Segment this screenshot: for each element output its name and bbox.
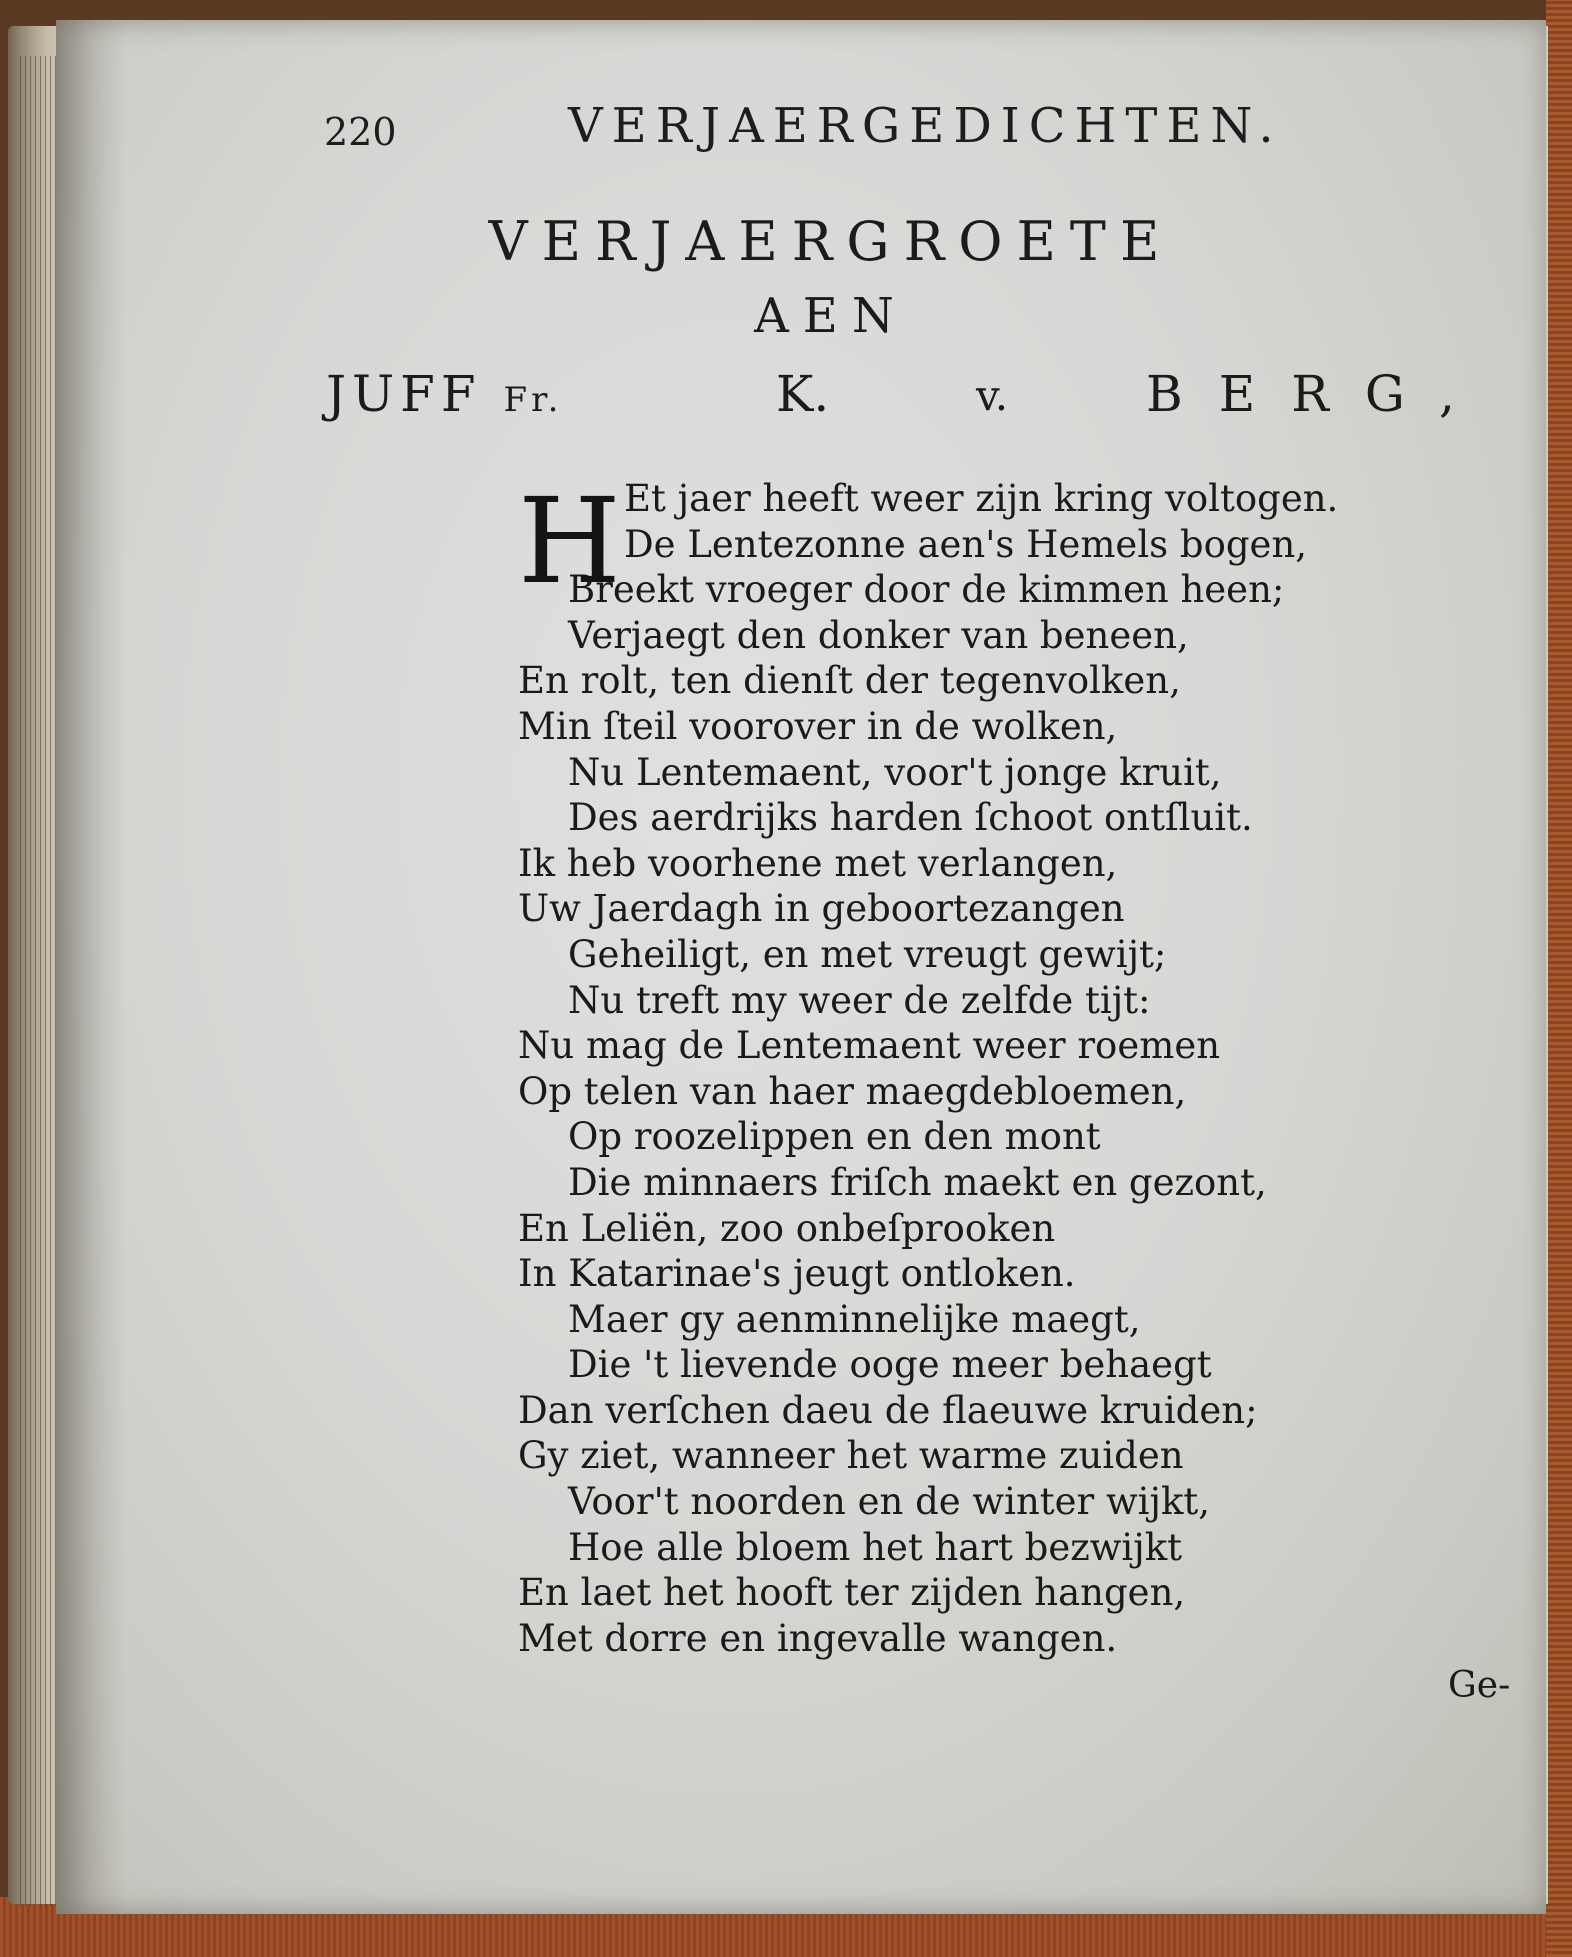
poem-line: Min ſteil voorover in de wolken, — [518, 704, 1118, 748]
drop-cap: H — [518, 472, 621, 610]
poem-line: Des aerdrijks harden ſchoot ontſluit. — [568, 796, 1253, 840]
dedication-particle: v. — [976, 371, 1009, 420]
poem-line: Die minnaers friſch maekt en gezont, — [568, 1160, 1267, 1204]
poem-line: En rolt, ten dienſt der tegenvolken, — [518, 659, 1181, 703]
poem-line: Hoe alle bloem het hart bezwijkt — [568, 1525, 1183, 1569]
poem-body — [518, 472, 1418, 1661]
poem-line: En laet het hooft ter zijden hangen, — [518, 1571, 1186, 1615]
poem-line: Op telen van haer maegdebloemen, — [518, 1069, 1187, 1113]
running-title: VERJAERGEDICHTEN. — [568, 98, 1283, 154]
dedication-title-abbrev: Fr. — [503, 380, 563, 420]
poem-line: Uw Jaerdagh in geboortezangen — [518, 887, 1125, 931]
poem-lines — [518, 472, 1418, 1661]
book-page — [56, 20, 1546, 1914]
poem-line: Verjaegt den donker van beneen, — [568, 613, 1189, 657]
page-number: 220 — [324, 110, 397, 154]
poem-line: Geheiligt, en met vreugt gewijt; — [568, 932, 1167, 976]
poem-line: De Lentezonne aen's Hemels bogen, — [624, 522, 1308, 566]
poem-line: Breekt vroeger door de kimmen heen; — [568, 568, 1285, 612]
catchword: Ge- — [1448, 1665, 1511, 1706]
poem-line: Voor't noorden en de winter wijkt, — [568, 1480, 1211, 1524]
poem-line: En Leliën, zoo onbeſprooken — [518, 1206, 1056, 1250]
poem-line: Nu mag de Lentemaent weer roemen — [518, 1024, 1221, 1068]
poem-line: Met dorre en ingevalle wangen. — [518, 1616, 1118, 1660]
poem-line: Dan verſchen daeu de flaeuwe kruiden; — [518, 1388, 1258, 1432]
dedication-title — [326, 365, 562, 423]
dedication-line — [326, 365, 1516, 455]
dedication-title-word: JUFF — [326, 365, 482, 423]
poem-title-aen: AEN — [754, 288, 908, 344]
book-cover-right — [1546, 0, 1572, 1957]
poem-line: Nu Lentemaent, voor't jonge kruit, — [568, 750, 1222, 794]
poem-line: Gy ziet, wanneer het warme zuiden — [518, 1434, 1184, 1478]
page-header — [56, 98, 1546, 158]
poem-line: Nu treft my weer de zelfde tijt: — [568, 978, 1151, 1022]
poem-line: Ik heb voorhene met verlangen, — [518, 841, 1118, 885]
poem-line: Maer gy aenminnelijke maegt, — [568, 1297, 1141, 1341]
poem-line: Op roozelippen en den mont — [568, 1115, 1101, 1159]
dedication-initial: K. — [776, 365, 830, 423]
poem-title: VERJAERGROETE — [488, 210, 1174, 273]
poem-line: In Katarinae's jeugt ontloken. — [518, 1252, 1076, 1296]
poem-line: Et jaer heeft weer zijn kring voltogen. — [624, 477, 1339, 520]
dedication-name: BERG, — [1146, 365, 1491, 423]
poem-line: Die 't lievende ooge meer behaegt — [568, 1343, 1212, 1387]
